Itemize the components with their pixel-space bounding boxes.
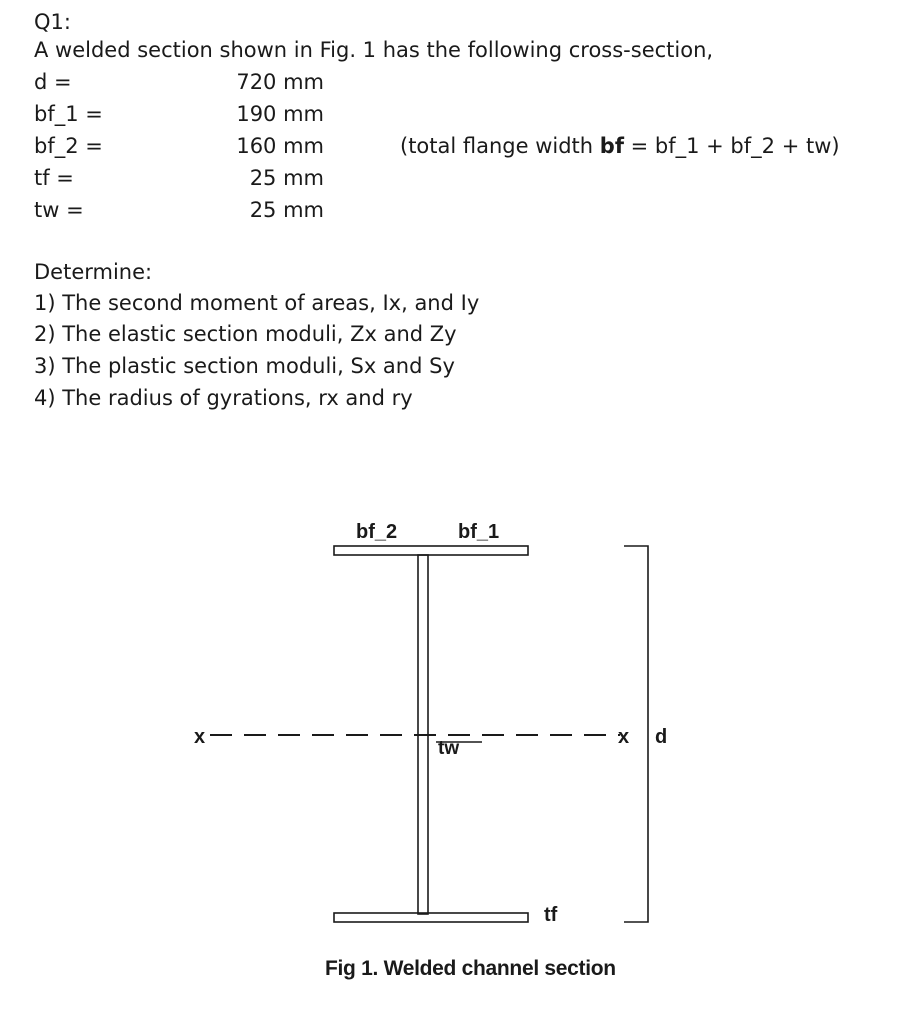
question-intro: A welded section shown in Fig. 1 has the following cross-section,	[34, 38, 714, 62]
task-item: 2) The elastic section moduli, Zx and Zy	[34, 322, 457, 346]
label-bf2: bf_2	[356, 521, 398, 543]
param-value-bf2: 160 mm	[236, 134, 324, 158]
param-label-tf: tf =	[34, 166, 74, 190]
param-label-bf2: bf_2 =	[34, 134, 103, 158]
label-bf1: bf_1	[458, 521, 500, 543]
label-tf: tf	[544, 904, 558, 926]
param-value-d: 720 mm	[236, 70, 324, 94]
task-item: 3) The plastic section moduli, Sx and Sy	[34, 354, 455, 378]
label-x-right: x	[618, 726, 630, 748]
note-suffix: = bf_1 + bf_2 + tw)	[623, 134, 840, 158]
label-d: d	[655, 726, 668, 748]
param-label-tw: tw =	[34, 198, 84, 222]
figure-caption: Fig 1. Welded channel section	[325, 957, 616, 980]
note-prefix: (total flange width	[400, 134, 600, 158]
task-item: 4) The radius of gyrations, rx and ry	[34, 386, 413, 410]
bottom-flange	[334, 913, 528, 922]
param-label-bf1: bf_1 =	[34, 102, 103, 126]
note-bold: bf	[599, 134, 624, 158]
question-number: Q1:	[34, 10, 71, 34]
param-label-d: d =	[34, 70, 72, 94]
tasks-heading: Determine:	[34, 260, 153, 284]
param-value-bf1: 190 mm	[236, 102, 324, 126]
param-value-tf: 25 mm	[249, 166, 324, 190]
task-item: 1) The second moment of areas, Ix, and Iy	[34, 291, 480, 315]
label-x-left: x	[194, 726, 206, 748]
label-tw: tw	[438, 738, 460, 759]
top-flange	[334, 546, 528, 555]
param-value-tw: 25 mm	[249, 198, 324, 222]
